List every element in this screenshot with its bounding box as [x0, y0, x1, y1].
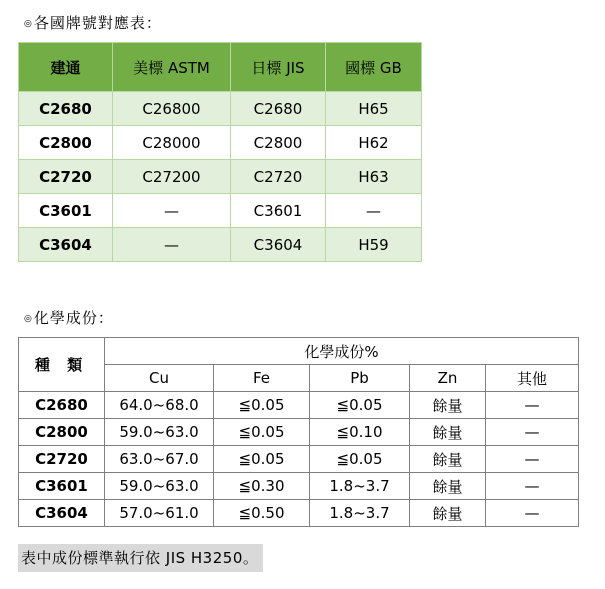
table-cell: — [486, 392, 579, 419]
table-cell: H59 [326, 228, 422, 262]
table-cell: 餘量 [410, 446, 486, 473]
header-gb: 國標 GB [326, 43, 422, 92]
table-row [19, 419, 579, 446]
section-title-composition [24, 307, 114, 328]
table-cell: — [486, 500, 579, 527]
table-cell: C2720 [231, 160, 326, 194]
table-row [19, 392, 579, 419]
table-cell: C3604 [231, 228, 326, 262]
table-cell: 59.0~63.0 [105, 419, 214, 446]
header-composition-percent: 化學成份% [105, 338, 579, 365]
table-row [19, 126, 422, 160]
table-cell: C26800 [113, 92, 231, 126]
bullet-icon: ◎ [24, 314, 33, 324]
table-cell: C27200 [113, 160, 231, 194]
table-cell: 餘量 [410, 392, 486, 419]
table-header-row [19, 338, 579, 365]
section-title-grade-mapping [24, 12, 162, 33]
grade-code-cell: C2720 [19, 160, 113, 194]
chemical-composition-table [18, 337, 579, 527]
table-cell: — [486, 446, 579, 473]
grade-code-cell: C2720 [19, 446, 105, 473]
table-cell: ≦0.10 [310, 419, 410, 446]
table-cell: 63.0~67.0 [105, 446, 214, 473]
header-jiantong: 建通 [19, 43, 113, 92]
grade-code-cell: C3604 [19, 500, 105, 527]
table-row [19, 446, 579, 473]
table-row [19, 160, 422, 194]
grade-code-cell: C2680 [19, 92, 113, 126]
header-pb: Pb [310, 365, 410, 392]
table-cell: H65 [326, 92, 422, 126]
header-astm: 美標 ASTM [113, 43, 231, 92]
table-cell: 餘量 [410, 500, 486, 527]
table-header-row [19, 43, 422, 92]
table-cell: ≦0.05 [310, 446, 410, 473]
header-fe: Fe [214, 365, 310, 392]
header-kind: 種 類 [19, 338, 105, 392]
table-cell: — [113, 228, 231, 262]
table-cell: ≦0.05 [214, 446, 310, 473]
table-cell: H63 [326, 160, 422, 194]
table-row [19, 500, 579, 527]
table-cell: ≦0.05 [214, 392, 310, 419]
table-cell: — [326, 194, 422, 228]
grade-code-cell: C3601 [19, 473, 105, 500]
header-zn: Zn [410, 365, 486, 392]
table-row [19, 92, 422, 126]
table-cell: 餘量 [410, 419, 486, 446]
footnote: 表中成份標準執行依 JIS H3250。 [18, 544, 263, 572]
grade-code-cell: C2800 [19, 419, 105, 446]
table-cell: ≦0.30 [214, 473, 310, 500]
table-cell: — [113, 194, 231, 228]
table-cell: C2800 [231, 126, 326, 160]
table-cell: 1.8~3.7 [310, 500, 410, 527]
table-cell: 64.0~68.0 [105, 392, 214, 419]
section-title-text: 各國牌號對應表： [33, 14, 162, 32]
table-row [19, 228, 422, 262]
grade-code-cell: C3604 [19, 228, 113, 262]
table-row [19, 473, 579, 500]
header-cu: Cu [105, 365, 214, 392]
grade-code-cell: C2680 [19, 392, 105, 419]
table-cell: 59.0~63.0 [105, 473, 214, 500]
grade-code-cell: C2800 [19, 126, 113, 160]
table-cell: 57.0~61.0 [105, 500, 214, 527]
table-cell: — [486, 419, 579, 446]
table-cell: ≦0.50 [214, 500, 310, 527]
table-cell: — [486, 473, 579, 500]
table-cell: ≦0.05 [214, 419, 310, 446]
table-cell: C28000 [113, 126, 231, 160]
table-cell: ≦0.05 [310, 392, 410, 419]
table-cell: C2680 [231, 92, 326, 126]
table-cell: H62 [326, 126, 422, 160]
grade-mapping-table [18, 42, 422, 262]
header-jis: 日標 JIS [231, 43, 326, 92]
section-title-text: 化學成份： [33, 309, 114, 327]
header-other: 其他 [486, 365, 579, 392]
table-row [19, 194, 422, 228]
table-cell: 1.8~3.7 [310, 473, 410, 500]
table-cell: 餘量 [410, 473, 486, 500]
bullet-icon: ◎ [24, 19, 33, 29]
table-cell: C3601 [231, 194, 326, 228]
grade-code-cell: C3601 [19, 194, 113, 228]
